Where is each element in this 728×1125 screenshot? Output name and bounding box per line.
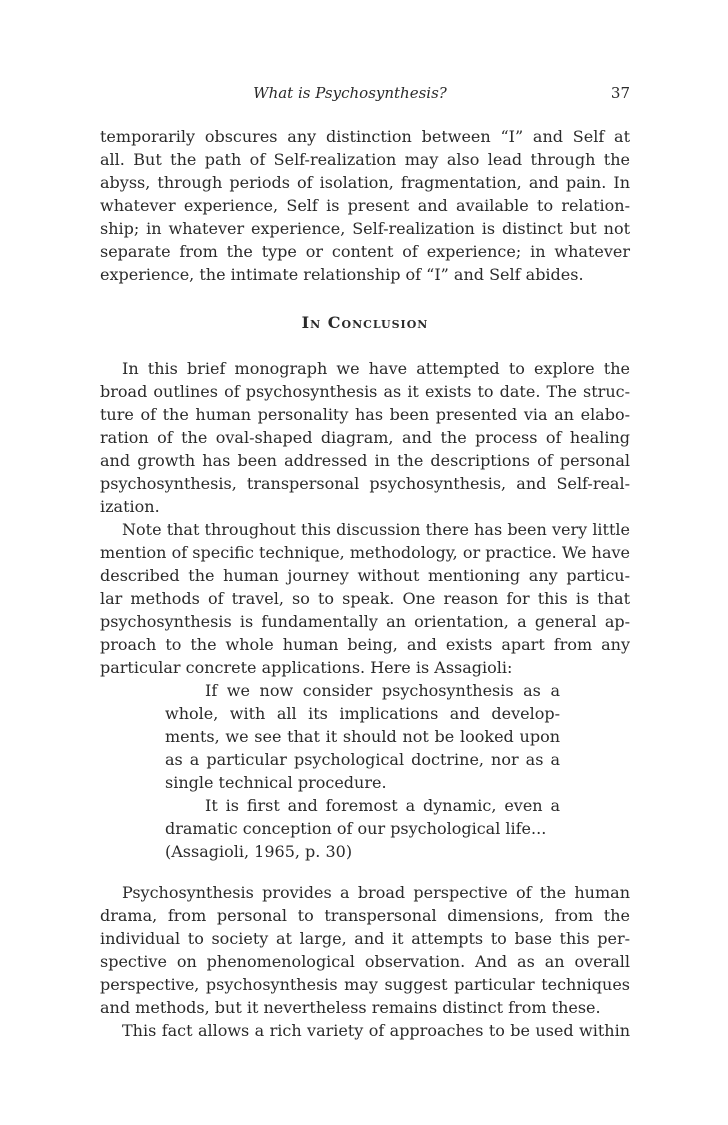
quote-line: single technical procedure. xyxy=(165,773,387,792)
text-line: experience, the intimate relationship of “I” and Self abides. xyxy=(100,265,584,284)
text-line: described the human journey without mentioning any particu- xyxy=(100,566,630,585)
text-line: This fact allows a rich variety of approaches to be used within xyxy=(122,1021,630,1040)
quote-line: It is first and foremost a dynamic, even a xyxy=(205,796,560,815)
text-line: psychosynthesis, transpersonal psychosynthesis, and Self-real- xyxy=(100,474,630,493)
quote-citation: (Assagioli, 1965, p. 30) xyxy=(165,842,353,861)
text-line: particular concrete applications. Here is Assagioli: xyxy=(100,658,513,677)
quote-line: If we now consider psychosynthesis as a xyxy=(205,681,560,700)
text-line: In this brief monograph we have attempted to explore the xyxy=(122,359,630,378)
running-title: What is Psychosynthesis? xyxy=(253,84,447,102)
text-line: spective on phenomenological observation. And as an overall xyxy=(100,952,630,971)
text-line: and growth has been addressed in the descriptions of personal xyxy=(100,451,630,470)
quote-line: as a particular psychological doctrine, nor as a xyxy=(165,750,560,769)
quote-line: dramatic conception of our psychological life... xyxy=(165,819,547,838)
running-head xyxy=(100,84,630,106)
text-line: whatever experience, Self is present and available to relation- xyxy=(100,196,630,215)
text-line: proach to the whole human being, and exists apart from any xyxy=(100,635,630,654)
text-line: temporarily obscures any distinction between “I” and Self at xyxy=(100,127,630,146)
quote-line: ments, we see that it should not be looked upon xyxy=(165,727,560,746)
text-line: all. But the path of Self-realization may also lead through the xyxy=(100,150,630,169)
text-line: perspective, psychosynthesis may suggest particular techniques xyxy=(100,975,630,994)
text-line: separate from the type or content of experience; in whatever xyxy=(100,242,630,261)
quote-line: whole, with all its implications and develop- xyxy=(165,704,560,723)
text-line: ization. xyxy=(100,497,160,516)
text-line: psychosynthesis is fundamentally an orientation, a general ap- xyxy=(100,612,630,631)
text-line: ship; in whatever experience, Self-realization is distinct but not xyxy=(100,219,630,238)
text-line: abyss, through periods of isolation, fragmentation, and pain. In xyxy=(100,173,630,192)
section-heading: In Conclusion xyxy=(301,313,429,332)
text-line: mention of specific technique, methodology, or practice. We have xyxy=(100,543,630,562)
text-line: individual to society at large, and it attempts to base this per- xyxy=(100,929,630,948)
text-line: Note that throughout this discussion there has been very little xyxy=(122,520,630,539)
text-line: Psychosynthesis provides a broad perspective of the human xyxy=(122,883,630,902)
page-number: 37 xyxy=(610,84,630,102)
text-line: and methods, but it nevertheless remains distinct from these. xyxy=(100,998,601,1017)
text-line: drama, from personal to transpersonal dimensions, from the xyxy=(100,906,630,925)
text-line: ration of the oval-shaped diagram, and the process of healing xyxy=(100,428,630,447)
text-line: lar methods of travel, so to speak. One reason for this is that xyxy=(100,589,630,608)
text-line: ture of the human personality has been presented via an elabo- xyxy=(100,405,630,424)
text-line: broad outlines of psychosynthesis as it exists to date. The struc- xyxy=(100,382,630,401)
